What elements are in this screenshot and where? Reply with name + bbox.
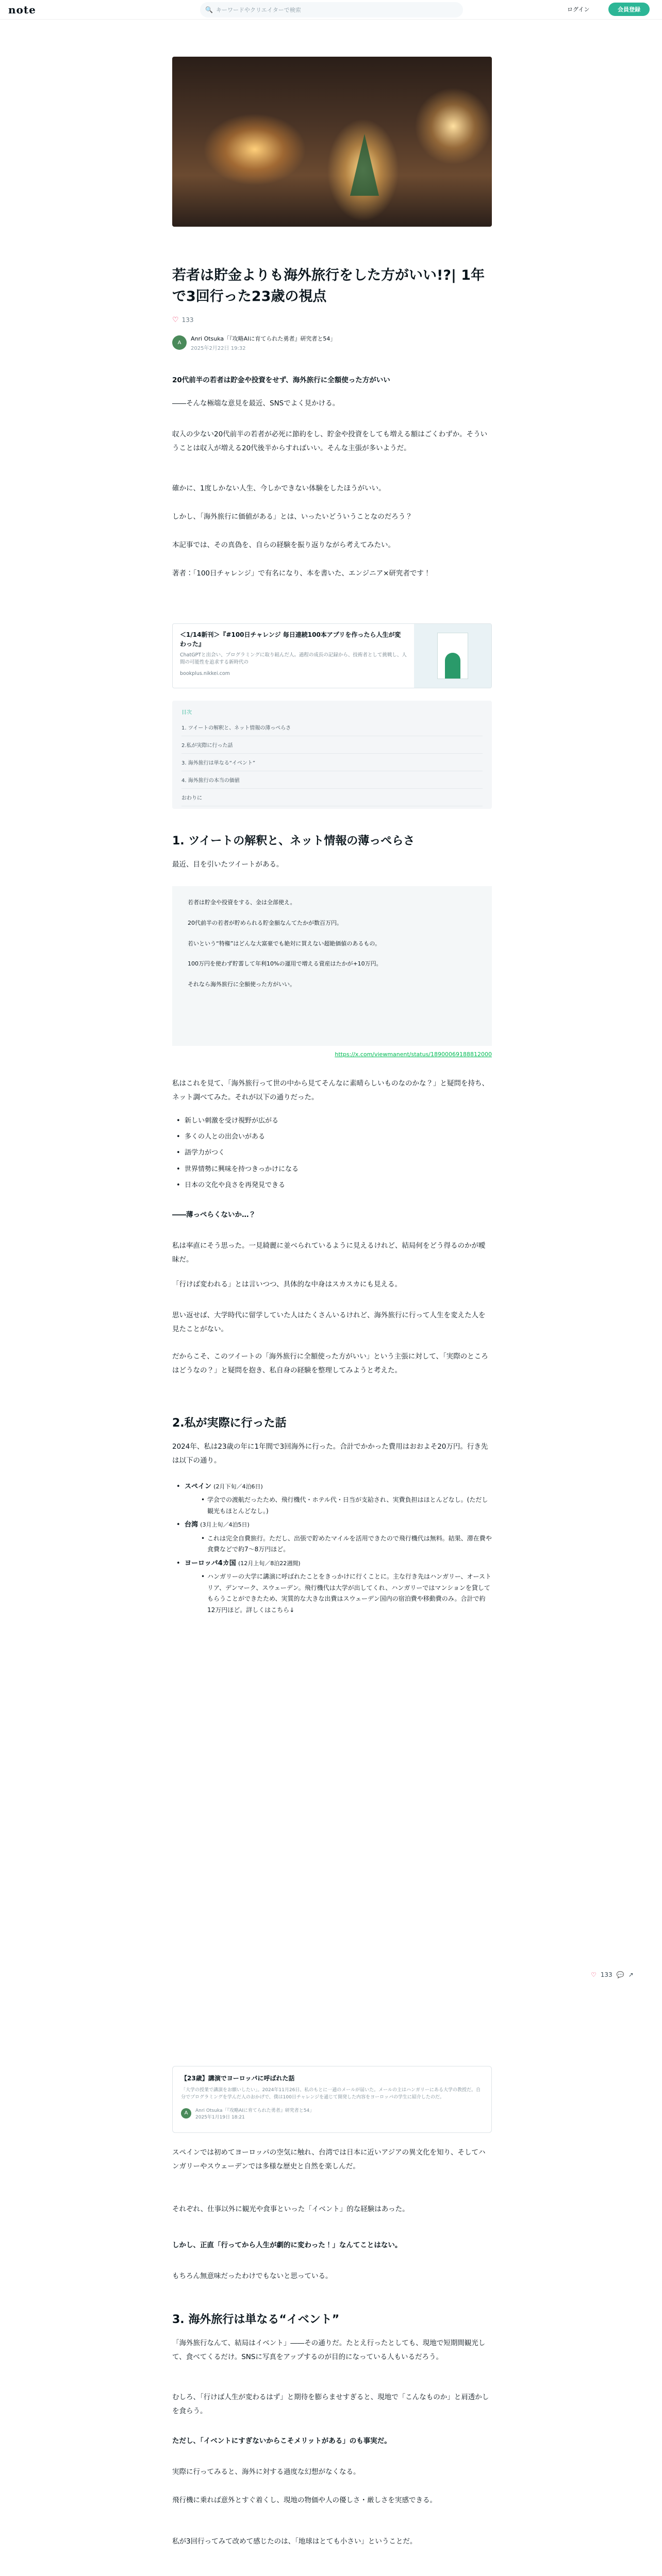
side-like-count: 133 [600, 1971, 613, 1978]
article-title: 若者は貯金よりも海外旅行をした方がいい!?| 1年で3回行った23歳の視点 [172, 267, 485, 304]
toc-item[interactable]: 1. ツイートの解釈と、ネット情報の薄っぺらさ [181, 719, 483, 736]
trip-item: • 台湾 (3月上旬／4泊5日) • これは完全自費旅行。ただし、出張で貯めたマイルを活用できたので飛行機代は無料。結果、滞在費や食費などで約7～8万円ほど。 [172, 1517, 492, 1555]
author-block[interactable] [172, 332, 492, 353]
quote-source-link[interactable]: https://x.com/viewmanent/status/18900069188812000 [335, 1051, 492, 1058]
intro-p3: 収入の少ない20代前半の若者が必死に節約をし、貯金や投資をしても増える額はごくわずか。そういうことは収入が増える20代後半からすればいい。そんな主張が多いようだ。 [172, 430, 488, 452]
section1-thin: ――薄っぺらくないか…？ [172, 1211, 256, 1219]
search-input[interactable] [200, 2, 463, 18]
list-item: • 語学力がつく [172, 1145, 492, 1161]
section1-heading: 1. ツイートの解釈と、ネット情報の薄っぺらさ [172, 835, 415, 848]
intro-p1: 20代前半の若者は貯金や投資をせず、海外旅行に全額使った方がいい [172, 376, 390, 384]
note-card-author: Anri Otsuka「『攻略AIに育てられた勇者』研究者と54」 [195, 2108, 315, 2113]
section3-p3: ただし、「イベントにすぎないからこそメリットがある」のも事実だ。 [172, 2437, 391, 2445]
section1-p3: 「行けば変われる」とは言いつつ、具体的な中身はスカスカにも見える。 [172, 1280, 402, 1289]
trip-note: • これは完全自費旅行。ただし、出張で貯めたマイルを活用できたので飛行機代は無料。結果、滞在費や食費などで約7～8万円ほど。 [197, 1533, 492, 1555]
note-card-title: 【23歳】講演でヨーロッパに呼ばれた話 [181, 2075, 295, 2082]
section3-p4: 実際に行ってみると、海外に対する過度な幻想がなくなる。 [172, 2468, 360, 2476]
list-item: • 日本の文化や良さを再発見できる [172, 1177, 492, 1193]
share-icon[interactable]: ↗ [628, 1971, 634, 1978]
quote-line: 若者は貯金や投資をする、金は全部使え。 [188, 899, 296, 906]
trip-item: • スペイン (2月下旬／4泊6日) • 学会での渡航だったため、飛行機代・ホテル代・日当が支給され、実費負担はほとんどなし。(ただし観光もほとんどなし。) [172, 1479, 492, 1517]
heart-icon[interactable]: ♡ [172, 316, 179, 324]
like-number: 133 [181, 316, 194, 324]
toc-heading: 目次 [181, 710, 192, 716]
list-item: • 多くの人との出会いがある [172, 1129, 492, 1145]
note-card-date: 2025年1月19日 18:21 [195, 2114, 245, 2120]
toc-item[interactable]: おわりに [181, 789, 483, 806]
link-card-desc: ChatGPTと出会い、プログラミングに取り組んだ人。過程の成長の記録から、技術者として挑戦し、人間の可能性を追求する新時代の [180, 652, 407, 666]
section2-p1: 2024年、私は23歳の年に1年間で3回海外に行った。合計でかかった費用はおおよそ20万円。行き先は以下の通り。 [172, 1443, 488, 1465]
section3-p2: むしろ、「行けば人生が変わるはず」と期待を膨らませすぎると、現地で「こんなものか」と肩透かしを食らう。 [172, 2393, 489, 2415]
list-item: • 新しい刺激を受け視野が広がる [172, 1113, 492, 1129]
section2-p2: スペインでは初めてヨーロッパの空気に触れ、台湾では日本に近いアジアの異文化を知り、そしてハンガリーやスウェーデンでは多様な歴史と自然を楽しんだ。 [172, 2148, 486, 2171]
publish-date: 2025年2月22日 19:32 [191, 345, 246, 351]
like-count[interactable] [172, 316, 492, 324]
comment-icon[interactable]: 💬 [616, 1971, 624, 1978]
list-item: • 世界情勢に興味を持つきっかけになる [172, 1161, 492, 1177]
quote-line: それなら海外旅行に全額使った方がいい。 [188, 981, 295, 988]
link-card-url: bookplus.nikkei.com [180, 670, 230, 676]
section3-heading: 3. 海外旅行は単なる“イベント” [172, 2313, 340, 2326]
trip-note: • 学会での渡航だったため、飛行機代・ホテル代・日当が支給され、実費負担はほとんどなし。(ただし観光もほとんどなし。) [197, 1495, 492, 1517]
embedded-note-card[interactable] [172, 2066, 492, 2133]
intro-p5: しかし、「海外旅行に価値がある」とは、いったいどういうことなのだろう？ [172, 513, 412, 521]
note-card-footer [181, 2107, 483, 2120]
section3-p1: 「海外旅行なんて、結局はイベント」――その通りだ。たとえ行ったとしても、現地で短期間観光して、食べてくるだけ。SNSに写真をアップするのが目的になっている人もいるだろう。 [172, 2339, 486, 2361]
tweet-quote [172, 886, 492, 1046]
intro-p7: 著者：「100日チャレンジ」で有名になり、本を書いた、エンジニア×研究者です！ [172, 569, 431, 578]
trip-list [172, 1479, 492, 1616]
book-cover-image [414, 624, 491, 688]
bullet-list [172, 1113, 492, 1193]
author-avatar[interactable]: A [172, 335, 187, 350]
login-link[interactable]: ログイン [567, 6, 590, 13]
note-logo[interactable]: note [8, 4, 36, 16]
intro-p4: 確かに、1度しかない人生、今しかできない体験をしたほうがいい。 [172, 484, 386, 493]
toc-item[interactable]: 4. 海外旅行の本当の価値 [181, 771, 483, 789]
search-placeholder: キーワードやクリエイターで検索 [216, 7, 301, 13]
toc-item[interactable]: 3. 海外旅行は単なる“イベント” [181, 754, 483, 771]
heart-icon[interactable]: ♡ [591, 1971, 597, 1978]
section3-p5: 飛行機に乗れば意外とすぐ着くし、現地の物価や人の優しさ・厳しさを実感できる。 [172, 2496, 437, 2504]
hero-image [172, 57, 492, 227]
note-card-desc: 「大学の授業で講演をお願いしたい」。2024年11月26日、私のもとに一通のメールが届いた。メールの主はハンガリーにある大学の教授だ。自分でプログラミングを学んだ人のおかげで、僕は100日チャレンジを通じて開発した内容をヨーロッパの学生に紹介したのだ。 [181, 2088, 481, 2100]
section1-p5: だからこそ、このツイートの「海外旅行に全額使った方がいい」という主張に対して、「実際のところはどうなの？」と疑問を抱き、私自身の経験を整理してみようと考えた。 [172, 1352, 488, 1375]
table-of-contents [172, 701, 492, 809]
search-icon: 🔍 [205, 6, 213, 13]
section1-lead: 最近、目を引いたツイートがある。 [172, 860, 284, 869]
quote-line: 若いという“特権”はどんな大富豪でも絶対に買えない超絶価値のあるもの。 [188, 940, 380, 947]
author-name[interactable]: Anri Otsuka「『攻略AIに育てられた勇者』研究者と54」 [191, 335, 336, 342]
link-card-title: ＜1/14新刊＞『#100日チャレンジ 毎日連続100本アプリを作ったら人生が変わった』 [180, 631, 401, 648]
book-link-card[interactable] [172, 623, 492, 688]
top-header [0, 0, 662, 20]
section1-p1: 私はこれを見て、「海外旅行って世の中から見てそんなに素晴らしいものなのかな？」と疑問を持ち、ネット調べてみた。それが以下の通りだった。 [172, 1079, 489, 1101]
section2-p5: もちろん無意味だったわけでもないと思っている。 [172, 2272, 333, 2280]
trip-item: • ヨーロッパ4カ国 (12月上旬／8泊22週間) • ハンガリーの大学に講演に呼ばれたことをきっかけに行くことに。主な行き先はハンガリー、オーストリア、デンマーク、スウェーデン。飛行機代は大学が出してくれ、ハンガリーではマンションを貸してもらうことができたため、実質的な大きな出費はスウェーデン国内の宿泊費や移動費のみ。合計で約12万円ほど。詳しくはこちら↓ [172, 1555, 492, 1616]
section2-heading: 2.私が実際に行った話 [172, 1417, 287, 1430]
section1-p2: 私は率直にそう思った。一見綺麗に並べられているように見えるけれど、結局何をどう得るのかが曖昧だ。 [172, 1242, 486, 1264]
floating-actions [591, 1971, 634, 1978]
quote-line: 20代前半の若者が貯められる貯金額なんてたかが数百万円。 [188, 919, 342, 926]
intro-p6: 本記事では、その真偽を、自らの経験を振り返りながら考えてみたい。 [172, 541, 395, 549]
section2-p3: それぞれ、仕事以外に観光や食事といった「イベント」的な経験はあった。 [172, 2205, 409, 2213]
section1-p4: 思い返せば、大学時代に留学していた人はたくさんいるけれど、海外旅行に行って人生を変えた人を見たことがない。 [172, 1311, 486, 1333]
trip-note: • ハンガリーの大学に講演に呼ばれたことをきっかけに行くことに。主な行き先はハンガリー、オーストリア、デンマーク、スウェーデン。飛行機代は大学が出してくれ、ハンガリーではマンションを貸してもらうことができたため、実質的な大きな出費はスウェーデン国内の宿泊費や移動費のみ。合計で約12万円ほど。詳しくはこちら↓ [197, 1571, 492, 1616]
quote-line: 100万円を使わず貯蓄して年利10%の運用で増える資産はたかが+10万円。 [188, 960, 382, 968]
signup-button[interactable]: 会員登録 [608, 3, 650, 16]
section2-p4: しかし、正直「行ってから人生が劇的に変わった！」なんてことはない。 [172, 2241, 402, 2249]
section3-p6: 私が3回行ってみて改めて感じたのは、「地球はとても小さい」ということだ。 [172, 2537, 417, 2546]
intro-p2: ――そんな極端な意見を最近、SNSでよく見かける。 [172, 399, 340, 408]
author-avatar: A [181, 2108, 191, 2119]
toc-item[interactable]: 2.私が実際に行った話 [181, 736, 483, 754]
